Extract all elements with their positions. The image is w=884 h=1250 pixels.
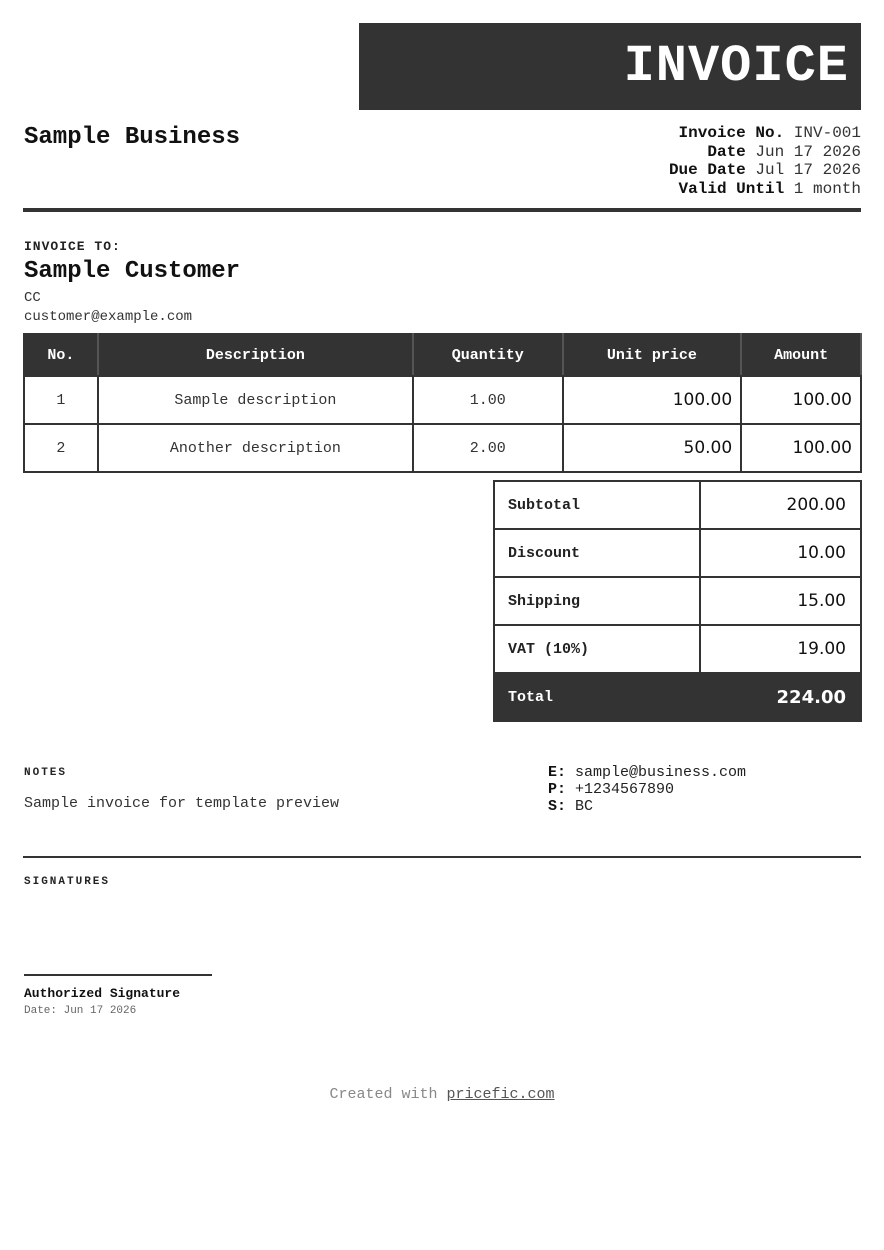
cell-unit-price: 100.00 [563,376,742,424]
customer-email: customer@example.com [24,309,193,325]
contact-email-value: sample@business.com [575,764,747,781]
column-header-unit-price: Unit price [563,334,742,376]
meta-due-date [669,161,861,180]
meta-date-label: Date [707,142,746,161]
discount-value: 10.00 [700,529,861,577]
meta-date [669,143,861,162]
cell-description: Sample description [98,376,413,424]
shipping-value: 15.00 [700,577,861,625]
meta-valid-until [669,180,861,199]
contact-site [548,798,746,815]
shipping-row [494,577,861,625]
total-label: Total [494,673,700,721]
meta-date-value: Jun 17 2026 [755,142,861,161]
notes-label: NOTES [24,767,68,779]
cell-amount: 100.00 [741,424,861,472]
line-items-table [23,333,862,473]
contact-email [548,764,746,781]
footer [0,1086,884,1103]
invoice-meta [669,124,861,198]
shipping-label: Shipping [494,577,700,625]
totals-table [493,480,862,722]
cell-unit-price: 50.00 [563,424,742,472]
cell-no: 2 [24,424,98,472]
contact-email-label: E: [548,764,567,781]
meta-valid-until-label: Valid Until [678,179,785,198]
contact-phone-label: P: [548,781,567,798]
contact-site-value: BC [575,798,594,815]
signature-title: Authorized Signature [24,986,181,1001]
cell-no: 1 [24,376,98,424]
signature-date: Date: Jun 17 2026 [24,1005,137,1017]
meta-invoice-no [669,124,861,143]
contact-info [548,764,746,815]
subtotal-label: Subtotal [494,481,700,529]
notes-text: Sample invoice for template preview [24,795,340,812]
cell-amount: 100.00 [741,376,861,424]
total-value: 224.00 [700,673,861,721]
vat-value: 19.00 [700,625,861,673]
vat-label: VAT (10%) [494,625,700,673]
footer-prefix: Created with [329,1086,447,1103]
meta-valid-until-value: 1 month [793,179,861,198]
customer-name: Sample Customer [24,258,241,285]
table-header-row [24,334,861,376]
column-header-quantity: Quantity [413,334,563,376]
customer-cc: CC [24,290,41,306]
cell-quantity: 1.00 [413,376,563,424]
contact-site-label: S: [548,798,567,815]
notes-divider [23,856,861,858]
footer-link[interactable]: pricefic.com [446,1086,555,1103]
subtotal-row [494,481,861,529]
contact-phone-value: +1234567890 [575,781,675,798]
contact-phone [548,781,746,798]
discount-row [494,529,861,577]
total-row [494,673,861,721]
subtotal-value: 200.00 [700,481,861,529]
invoice-title: INVOICE [623,37,849,96]
table-row [24,376,861,424]
column-header-amount: Amount [741,334,861,376]
meta-due-date-label: Due Date [668,161,746,179]
meta-invoice-no-label: Invoice No. [678,124,785,142]
signatures-label: SIGNATURES [24,876,111,888]
signature-line [24,974,212,976]
cell-description: Another description [98,424,413,472]
discount-label: Discount [494,529,700,577]
header-divider [23,208,861,212]
invoice-to-label: INVOICE TO: [24,239,121,254]
business-name: Sample Business [24,124,241,151]
invoice-title-banner [359,23,861,110]
vat-row [494,625,861,673]
cell-quantity: 2.00 [413,424,563,472]
column-header-no: No. [24,334,98,376]
meta-invoice-no-value: INV-001 [793,124,861,142]
table-row [24,424,861,472]
meta-due-date-value: Jul 17 2026 [755,161,861,179]
column-header-description: Description [98,334,413,376]
